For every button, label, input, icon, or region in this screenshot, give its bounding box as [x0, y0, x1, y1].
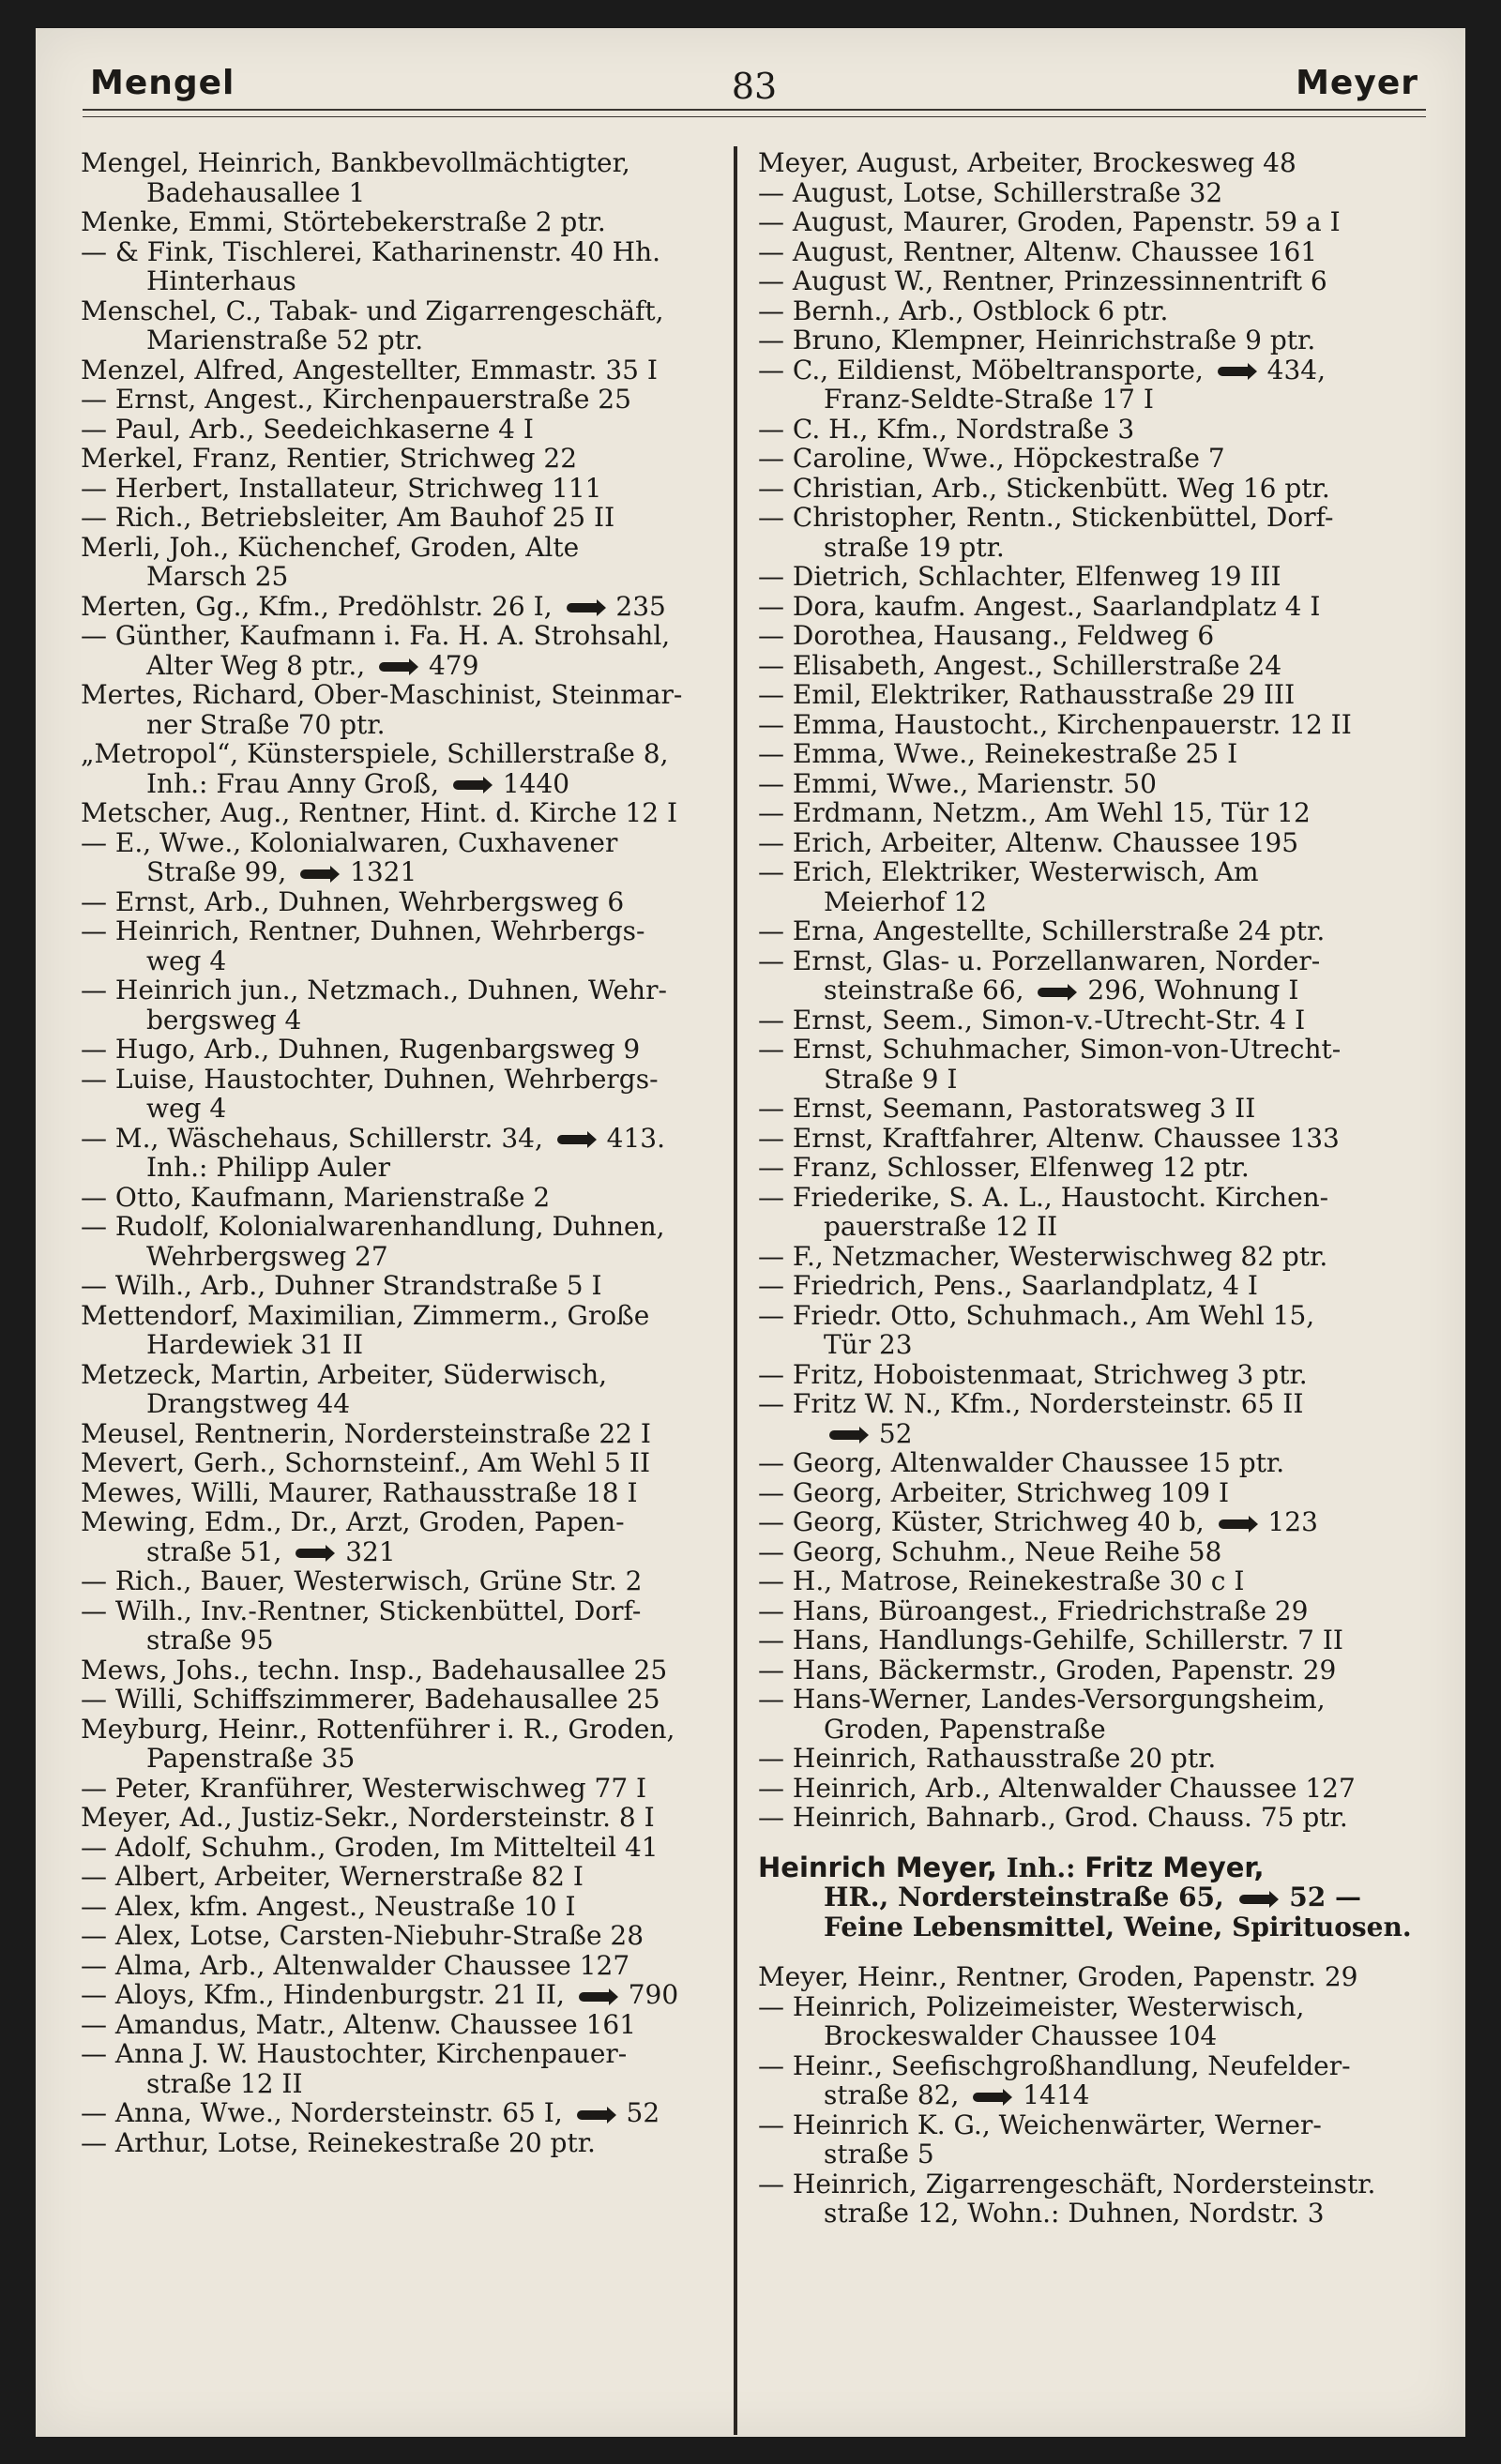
entry-line: — Ernst, Angest., Kirchenpauerstraße 25	[81, 385, 631, 415]
directory-entry	[758, 1242, 1420, 1272]
advertisement-block	[758, 1853, 1420, 1942]
directory-entry	[81, 1921, 743, 1951]
entry-continuation: 52	[758, 1419, 1420, 1449]
entry-line: — Erdmann, Netzm., Am Wehl 15, Tür 12	[758, 798, 1311, 828]
telephone-icon	[829, 1430, 865, 1440]
directory-entry	[81, 1566, 743, 1596]
directory-entry	[81, 887, 743, 917]
entry-line: — Franz, Schlosser, Elfenweg 12 ptr.	[758, 1153, 1250, 1183]
entry-line: Meyer, Ad., Justiz-Sekr., Nordersteinstr. 8 I	[81, 1803, 655, 1833]
entry-line: — Emil, Elektriker, Rathausstraße 29 III	[758, 680, 1296, 710]
directory-entry	[81, 474, 743, 504]
directory-entry	[81, 1862, 743, 1892]
entry-line: Mewes, Willi, Maurer, Rathausstraße 18 I	[81, 1477, 638, 1507]
entry-continuation: straße 51, 321	[146, 1536, 396, 1566]
entry-line: — Erich, Elektriker, Westerwisch, Am	[758, 857, 1259, 887]
directory-entry	[81, 1980, 743, 2010]
entry-continuation: straße 95	[146, 1625, 274, 1655]
directory-entry	[758, 1507, 1420, 1537]
directory-entry	[758, 1744, 1420, 1774]
entry-line: — Heinrich, Rentner, Duhnen, Wehrbergs-	[81, 916, 645, 946]
directory-entry	[758, 1005, 1420, 1035]
entry-line: — Günther, Kaufmann i. Fa. H. A. Strohsahl,	[81, 621, 671, 651]
entry-line: — August, Maurer, Groden, Papenstr. 59 a I	[758, 207, 1341, 237]
directory-entry	[81, 1271, 743, 1301]
directory-entry	[758, 1271, 1420, 1301]
entry-line: Mewing, Edm., Dr., Arzt, Groden, Papen-	[81, 1507, 625, 1537]
entry-line: — Heinrich jun., Netzmach., Duhnen, Wehr-	[81, 975, 667, 1005]
entry-continuation: weg 4	[146, 1094, 227, 1124]
right-column	[758, 148, 1420, 2229]
directory-entry	[758, 474, 1420, 504]
entry-line: — Fritz W. N., Kfm., Nordersteinstr. 65 II	[758, 1389, 1304, 1419]
directory-entry	[81, 296, 743, 355]
entry-continuation: straße 82, 1414	[824, 2080, 1090, 2110]
directory-entry	[81, 1803, 743, 1833]
entry-line: — Georg, Altenwalder Chaussee 15 ptr.	[758, 1448, 1285, 1478]
entry-line: — Friederike, S. A. L., Haustocht. Kirchen-	[758, 1182, 1329, 1212]
directory-entry	[81, 1183, 743, 1213]
entry-continuation: Badehausallee 1	[146, 177, 366, 207]
directory-entry	[758, 178, 1420, 208]
entry-continuation: Straße 99, 1321	[146, 857, 417, 887]
entry-continuation: Inh.: Frau Anny Groß, 1440	[146, 768, 570, 798]
directory-entry	[81, 2039, 743, 2098]
entry-line: — Wilh., Arb., Duhner Strandstraße 5 I	[81, 1271, 602, 1301]
entry-line: — E., Wwe., Kolonialwaren, Cuxhavener	[81, 827, 618, 857]
entry-line: — F., Netzmacher, Westerwischweg 82 ptr.	[758, 1241, 1328, 1271]
entry-line: — Emma, Haustocht., Kirchenpauerstr. 12 II	[758, 709, 1352, 739]
directory-entry	[758, 296, 1420, 326]
entry-line: — Hans, Bäckermstr., Groden, Papenstr. 29	[758, 1655, 1337, 1685]
entry-line: — Caroline, Wwe., Höpckestraße 7	[758, 444, 1225, 474]
entry-line: — Ernst, Seemann, Pastoratsweg 3 II	[758, 1094, 1256, 1124]
entry-line: — Christopher, Rentn., Stickenbüttel, Dorf-	[758, 503, 1334, 533]
entry-line: — Heinrich, Polizeimeister, Westerwisch,	[758, 1991, 1305, 2021]
entry-line: — Hans, Handlungs-Gehilfe, Schillerstr. 7 II	[758, 1625, 1343, 1655]
entry-continuation: Wehrbergsweg 27	[146, 1241, 388, 1271]
directory-entry	[758, 1094, 1420, 1124]
entry-line: — Peter, Kranführer, Westerwischweg 77 I	[81, 1773, 647, 1803]
entry-line: — Bernh., Arb., Ostblock 6 ptr.	[758, 295, 1169, 325]
directory-entry	[758, 1566, 1420, 1596]
directory-entry	[81, 1301, 743, 1360]
directory-entry	[758, 1992, 1420, 2051]
page-number: 83	[731, 66, 778, 107]
entry-line: — Heinrich, Arb., Altenwalder Chaussee 127	[758, 1773, 1356, 1803]
entry-line: — Aloys, Kfm., Hindenburgstr. 21 II, 790	[81, 1980, 679, 2010]
entry-line: Mertes, Richard, Ober-Maschinist, Steinmar-	[81, 680, 683, 710]
directory-entry	[81, 1833, 743, 1863]
entry-line: — Heinrich, Rathausstraße 20 ptr.	[758, 1744, 1217, 1774]
directory-entry	[758, 798, 1420, 828]
entry-line: — Dietrich, Schlachter, Elfenweg 19 III	[758, 562, 1281, 592]
entry-line: — Anna, Wwe., Nordersteinstr. 65 I, 52	[81, 2098, 660, 2128]
directory-entry	[81, 2010, 743, 2040]
directory-entry	[81, 355, 743, 385]
directory-entry	[81, 1419, 743, 1449]
entry-line: — Ernst, Schuhmacher, Simon-von-Utrecht-	[758, 1035, 1342, 1065]
page-header	[83, 49, 1426, 107]
entry-line: — Arthur, Lotse, Reinekestraße 20 ptr.	[81, 2127, 596, 2157]
directory-entry	[758, 2051, 1420, 2110]
entry-line: — Hans, Büroangest., Friedrichstraße 29	[758, 1595, 1309, 1625]
entry-line: Mettendorf, Maximilian, Zimmerm., Große	[81, 1300, 650, 1330]
entry-line: — Willi, Schiffszimmerer, Badehausallee 25	[81, 1685, 660, 1715]
directory-entry	[81, 1035, 743, 1065]
telephone-icon	[567, 603, 602, 612]
entry-continuation: Alter Weg 8 ptr., 479	[146, 650, 479, 680]
directory-entry	[758, 237, 1420, 267]
entry-line: — August, Rentner, Altenw. Chaussee 161	[758, 236, 1318, 266]
entry-line: — Alex, Lotse, Carsten-Niebuhr-Straße 28	[81, 1921, 644, 1951]
entry-line: Meyburg, Heinr., Rottenführer i. R., Groden,	[81, 1714, 675, 1744]
entry-line: — Adolf, Schuhm., Groden, Im Mittelteil 41	[81, 1832, 659, 1862]
directory-entry	[758, 739, 1420, 769]
telephone-icon	[300, 869, 336, 879]
entry-line: — Anna J. W. Haustochter, Kirchenpauer-	[81, 2039, 628, 2069]
directory-entry	[81, 415, 743, 445]
directory-entry	[758, 621, 1420, 651]
entry-line: — Amandus, Matr., Altenw. Chaussee 161	[81, 2009, 637, 2039]
directory-entry	[81, 1124, 743, 1183]
entry-continuation: Inh.: Philipp Auler	[146, 1153, 391, 1183]
entry-line: — Paul, Arb., Seedeichkaserne 4 I	[81, 414, 534, 444]
entry-line: — Albert, Arbeiter, Wernerstraße 82 I	[81, 1862, 584, 1892]
directory-entry	[758, 2169, 1420, 2229]
directory-entry	[81, 1065, 743, 1124]
entry-line: Menke, Emmi, Störtebekerstraße 2 ptr.	[81, 207, 606, 237]
directory-entry	[758, 1596, 1420, 1626]
entry-line: „Metropol“, Künsterspiele, Schillerstraße 8,	[81, 739, 669, 769]
header-rule-thin	[83, 116, 1426, 117]
entry-line: Metzeck, Martin, Arbeiter, Süderwisch,	[81, 1359, 608, 1389]
telephone-icon	[973, 2093, 1008, 2102]
ad-owner-label: Inh.:	[996, 1852, 1085, 1882]
entry-line: — Ernst, Kraftfahrer, Altenw. Chaussee 133	[758, 1123, 1340, 1153]
ad-owner-name: Fritz Meyer,	[1084, 1852, 1265, 1882]
directory-entry	[81, 798, 743, 828]
entry-line: — M., Wäschehaus, Schillerstr. 34, 413.	[81, 1123, 666, 1153]
entry-line: — Heinrich, Zigarrengeschäft, Nordersteinstr.	[758, 2169, 1376, 2199]
entry-continuation: ner Straße 70 ptr.	[146, 709, 386, 739]
entry-line: — C. H., Kfm., Nordstraße 3	[758, 414, 1135, 444]
directory-entry	[758, 503, 1420, 562]
directory-entry	[758, 207, 1420, 237]
directory-entry	[81, 1655, 743, 1685]
directory-entry	[758, 1685, 1420, 1744]
directory-entry	[758, 857, 1420, 916]
entry-continuation: steinstraße 66, 296, Wohnung I	[824, 975, 1299, 1005]
directory-entry	[81, 1715, 743, 1774]
telephone-icon	[1239, 1895, 1275, 1904]
directory-entry	[81, 916, 743, 975]
directory-entry	[81, 1685, 743, 1715]
entry-continuation: Brockeswalder Chaussee 104	[824, 2021, 1218, 2051]
directory-entry	[758, 1774, 1420, 1804]
entry-line: — Hugo, Arb., Duhnen, Rugenbargsweg 9	[81, 1035, 641, 1065]
entry-line: — Ernst, Seem., Simon-v.-Utrecht-Str. 4 I	[758, 1005, 1306, 1035]
entry-line: — Heinrich K. G., Weichenwärter, Werner-	[758, 2109, 1322, 2139]
entry-line: — Ernst, Glas- u. Porzellanwaren, Norder-	[758, 945, 1321, 975]
entry-line: Mevert, Gerh., Schornsteinf., Am Wehl 5 II	[81, 1448, 651, 1478]
ad-business-name: Heinrich Meyer,	[758, 1852, 997, 1882]
directory-entry	[758, 1183, 1420, 1242]
entry-line: Menschel, C., Tabak- und Zigarrengeschäft,	[81, 295, 664, 325]
directory-entry	[81, 444, 743, 474]
entry-line: — Rich., Betriebsleiter, Am Bauhof 25 II	[81, 503, 615, 533]
telephone-icon	[1038, 988, 1073, 997]
directory-entry	[81, 828, 743, 887]
left-headword: Mengel	[90, 64, 235, 102]
directory-entry	[758, 325, 1420, 355]
directory-entry	[81, 1478, 743, 1508]
directory-entry	[758, 1124, 1420, 1154]
entry-continuation: bergsweg 4	[146, 1005, 302, 1035]
entry-line: — Erich, Arbeiter, Altenw. Chaussee 195	[758, 827, 1299, 857]
telephone-icon	[1219, 1519, 1254, 1529]
entry-line: — Georg, Arbeiter, Strichweg 109 I	[758, 1477, 1230, 1507]
entry-continuation: straße 12 II	[146, 2068, 303, 2098]
entry-continuation: straße 5	[824, 2139, 934, 2169]
entry-line: — Erna, Angestellte, Schillerstraße 24 ptr.	[758, 916, 1326, 946]
entry-continuation: Hardewiek 31 II	[146, 1330, 363, 1360]
entry-line: — Heinr., Seefischgroßhandlung, Neufelder-	[758, 2050, 1351, 2080]
entry-line: — Heinrich, Bahnarb., Grod. Chauss. 75 ptr.	[758, 1803, 1348, 1833]
right-headword: Meyer	[1296, 64, 1418, 102]
telephone-icon	[1218, 367, 1253, 376]
entry-continuation: straße 19 ptr.	[824, 532, 1005, 562]
directory-entry	[81, 1596, 743, 1655]
entry-continuation: Groden, Papenstraße	[824, 1714, 1106, 1744]
entry-line: — Ernst, Arb., Duhnen, Wehrbergsweg 6	[81, 886, 625, 916]
entry-continuation: pauerstraße 12 II	[824, 1212, 1058, 1242]
directory-entry	[758, 916, 1420, 946]
telephone-icon	[579, 1992, 614, 2002]
directory-entry	[758, 266, 1420, 296]
entry-line: — Otto, Kaufmann, Marienstraße 2	[81, 1182, 551, 1212]
telephone-icon	[577, 2110, 613, 2120]
directory-entry	[758, 1301, 1420, 1360]
entry-line: Menzel, Alfred, Angestellter, Emmastr. 35 I	[81, 355, 658, 385]
entry-line: Meyer, Heinr., Rentner, Groden, Papenstr. 29	[758, 1962, 1358, 1992]
telephone-icon	[557, 1135, 593, 1144]
left-column	[81, 148, 743, 2157]
directory-entry	[758, 1360, 1420, 1390]
directory-entry	[758, 1803, 1420, 1833]
directory-entry	[758, 1625, 1420, 1655]
entry-line: — Elisabeth, Angest., Schillerstraße 24	[758, 650, 1282, 680]
entry-continuation: Hinterhaus	[146, 266, 296, 296]
directory-entry	[81, 621, 743, 680]
entry-line: — Bruno, Klempner, Heinrichstraße 9 ptr.	[758, 325, 1316, 355]
telephone-icon	[453, 780, 489, 790]
directory-entry	[81, 1507, 743, 1566]
entry-line: — Alex, kfm. Angest., Neustraße 10 I	[81, 1891, 576, 1921]
entry-line: Meusel, Rentnerin, Nordersteinstraße 22 I	[81, 1418, 651, 1448]
entry-continuation: Tür 23	[824, 1330, 913, 1360]
entry-line: — Luise, Haustochter, Duhnen, Wehrbergs-	[81, 1064, 659, 1094]
directory-entry	[758, 355, 1420, 415]
entry-line: — Herbert, Installateur, Strichweg 111	[81, 473, 602, 503]
directory-entry	[758, 680, 1420, 710]
directory-entry	[81, 503, 743, 533]
directory-page	[36, 28, 1465, 2437]
entry-line: — Dora, kaufm. Angest., Saarlandplatz 4 I	[758, 591, 1321, 621]
directory-entry	[81, 2098, 743, 2128]
telephone-icon	[379, 662, 415, 672]
directory-entry	[81, 739, 743, 798]
entry-line: — Christian, Arb., Stickenbütt. Weg 16 ptr.	[758, 473, 1330, 503]
directory-entry	[81, 1448, 743, 1478]
entry-continuation: Marsch 25	[146, 562, 289, 592]
entry-line: Mengel, Heinrich, Bankbevollmächtigter,	[81, 148, 630, 178]
entry-line: — Alma, Arb., Altenwalder Chaussee 127	[81, 1950, 630, 1980]
directory-entry	[758, 651, 1420, 681]
directory-entry	[81, 1892, 743, 1922]
directory-entry	[81, 1360, 743, 1419]
entry-line: — Emma, Wwe., Reinekestraße 25 I	[758, 739, 1238, 769]
directory-entry	[758, 1655, 1420, 1685]
directory-entry	[758, 1389, 1420, 1448]
entry-continuation: weg 4	[146, 945, 227, 975]
entry-line: — August, Lotse, Schillerstraße 32	[758, 177, 1223, 207]
entry-continuation: Drangstweg 44	[146, 1389, 351, 1419]
directory-entry	[81, 1951, 743, 1981]
column-divider	[734, 146, 737, 2435]
entry-line: Metscher, Aug., Rentner, Hint. d. Kirche 12 I	[81, 798, 678, 828]
directory-entry	[758, 1478, 1420, 1508]
directory-entry	[81, 680, 743, 739]
entry-line: — Dorothea, Hausang., Feldweg 6	[758, 621, 1215, 651]
directory-entry	[758, 1153, 1420, 1183]
directory-entry	[758, 592, 1420, 622]
entry-line: Merten, Gg., Kfm., Predöhlstr. 26 I, 235	[81, 591, 666, 621]
directory-entry	[758, 1448, 1420, 1478]
directory-entry	[758, 415, 1420, 445]
directory-entry	[81, 592, 743, 622]
entry-line: — August W., Rentner, Prinzessinnentrift 6	[758, 266, 1327, 296]
directory-entry	[758, 946, 1420, 1005]
entry-line: — Georg, Schuhm., Neue Reihe 58	[758, 1536, 1222, 1566]
entry-continuation: Papenstraße 35	[146, 1744, 356, 1774]
directory-entry	[81, 1212, 743, 1271]
telephone-icon	[296, 1549, 331, 1558]
directory-entry	[758, 710, 1420, 740]
entry-line: — Fritz, Hoboistenmaat, Strichweg 3 ptr.	[758, 1359, 1308, 1389]
entry-line: Merli, Joh., Küchenchef, Groden, Alte	[81, 532, 580, 562]
directory-entry	[758, 562, 1420, 592]
directory-entry	[81, 533, 743, 592]
ad-line-3: Feine Lebensmittel, Weine, Spirituosen.	[824, 1912, 1412, 1942]
entry-line: — Georg, Küster, Strichweg 40 b, 123	[758, 1507, 1318, 1537]
directory-entry	[758, 148, 1420, 178]
directory-entry	[81, 148, 743, 207]
ad-line-2: HR., Nordersteinstraße 65, 52 —	[824, 1882, 1361, 1912]
entry-line: — Emmi, Wwe., Marienstr. 50	[758, 768, 1157, 798]
entry-line: — Hans-Werner, Landes-Versorgungsheim,	[758, 1685, 1326, 1715]
directory-entry	[758, 769, 1420, 799]
header-rule	[83, 109, 1426, 111]
directory-entry	[758, 1035, 1420, 1094]
directory-entry	[758, 1962, 1420, 1992]
ad-line-1	[758, 1853, 1420, 1883]
directory-entry	[758, 444, 1420, 474]
entry-line: — Friedr. Otto, Schuhmach., Am Wehl 15,	[758, 1300, 1315, 1330]
directory-entry	[81, 207, 743, 237]
directory-entry	[758, 2110, 1420, 2169]
entry-line: — & Fink, Tischlerei, Katharinenstr. 40 Hh.	[81, 236, 661, 266]
entry-line: — H., Matrose, Reinekestraße 30 c I	[758, 1566, 1245, 1596]
directory-entry	[81, 385, 743, 415]
entry-continuation: Franz-Seldte-Straße 17 I	[824, 385, 1154, 415]
entry-continuation: Marienstraße 52 ptr.	[146, 325, 424, 355]
entry-line: Meyer, August, Arbeiter, Brockesweg 48	[758, 148, 1296, 178]
entry-line: — Rich., Bauer, Westerwisch, Grüne Str. 2	[81, 1566, 643, 1596]
directory-entry	[81, 1774, 743, 1804]
entry-line: Merkel, Franz, Rentier, Strichweg 22	[81, 444, 578, 474]
directory-entry	[758, 1537, 1420, 1567]
entry-line: — Wilh., Inv.-Rentner, Stickenbüttel, Dorf-	[81, 1595, 642, 1625]
entry-line: — Rudolf, Kolonialwarenhandlung, Duhnen,	[81, 1212, 665, 1242]
directory-entry	[81, 975, 743, 1035]
entry-line: — Friedrich, Pens., Saarlandplatz, 4 I	[758, 1271, 1258, 1301]
directory-entry	[81, 237, 743, 296]
entry-line: Mews, Johs., techn. Insp., Badehausallee 25	[81, 1655, 668, 1685]
entry-continuation: Meierhof 12	[824, 886, 987, 916]
entry-continuation: straße 12, Wohn.: Duhnen, Nordstr. 3	[824, 2199, 1325, 2229]
entry-line: — C., Eildienst, Möbeltransporte, 434,	[758, 355, 1327, 385]
directory-entry	[758, 828, 1420, 858]
entry-continuation: Straße 9 I	[824, 1064, 958, 1094]
directory-entry	[81, 2128, 743, 2158]
